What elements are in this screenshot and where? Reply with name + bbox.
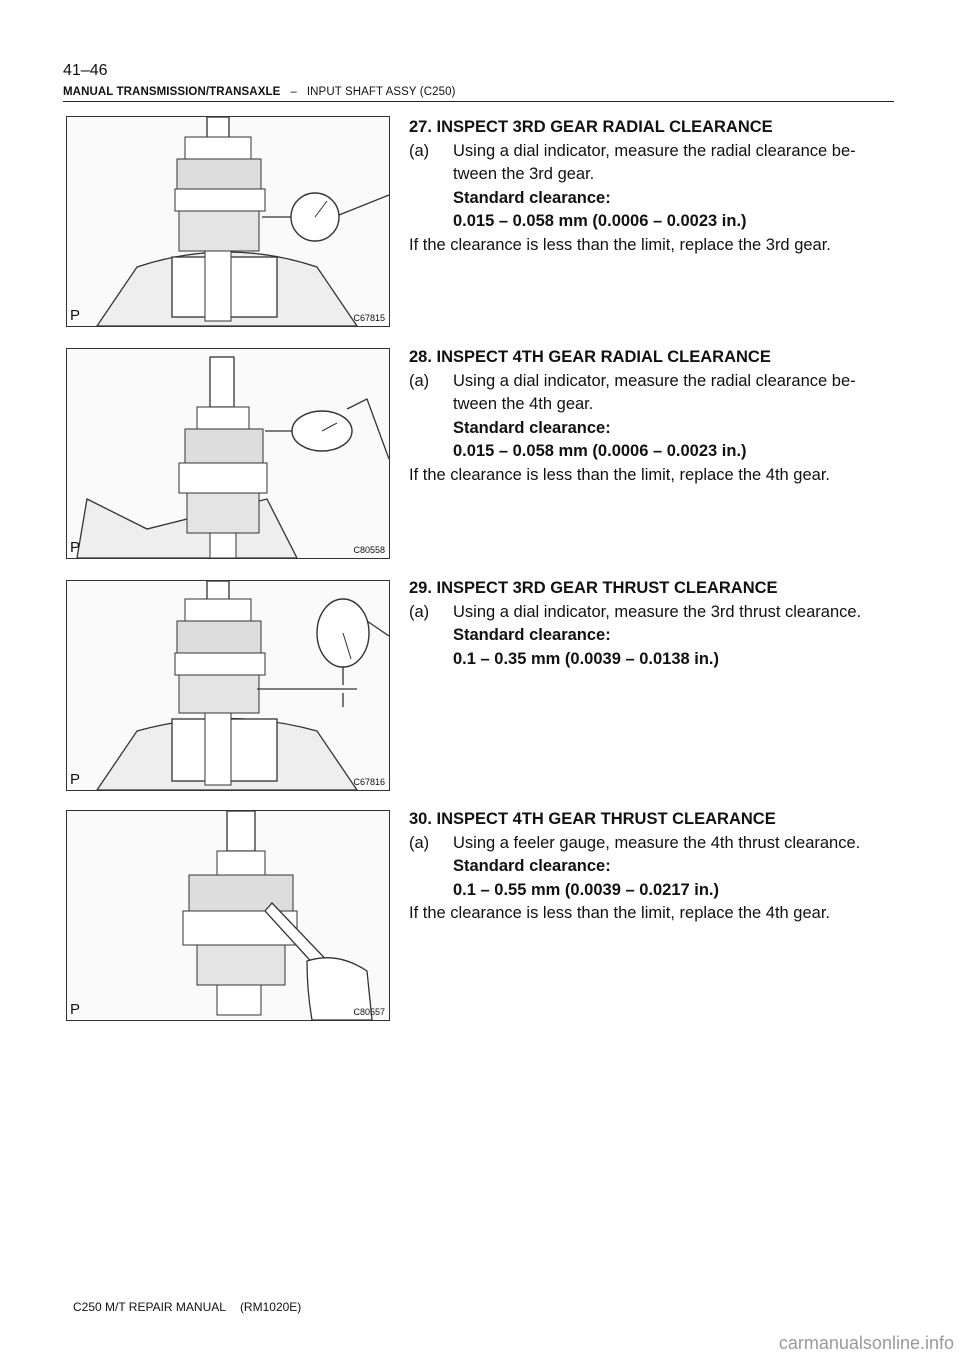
header-separator: –: [290, 86, 297, 98]
step-label: (a): [409, 833, 430, 852]
footer: [73, 1300, 301, 1314]
spec-value: 0.015 – 0.058 mm (0.0006 – 0.0023 in.): [453, 212, 747, 230]
footer-code: (RM1020E): [239, 1300, 302, 1314]
header-section: MANUAL TRANSMISSION/TRANSAXLE: [63, 86, 281, 98]
page-number: 41–46: [63, 62, 108, 79]
figure-4th-radial: [66, 348, 390, 559]
spec-label: Standard clearance:: [453, 857, 611, 875]
section-27: [409, 116, 899, 257]
figure-3rd-radial: [66, 116, 390, 327]
spec-label: Standard clearance:: [453, 188, 611, 207]
figure-p-mark: P: [70, 1001, 81, 1018]
figure-id: C80558: [353, 545, 385, 555]
header-subsection: INPUT SHAFT ASSY (C250): [306, 86, 456, 98]
spec-value: 0.1 – 0.55 mm (0.0039 – 0.0217 in.): [453, 880, 720, 899]
section-heading: 30. INSPECT 4TH GEAR THRUST CLEARANCE: [409, 810, 776, 828]
step-a: [409, 601, 899, 625]
watermark[interactable]: carmanualsonline.info: [778, 1333, 954, 1353]
dial-indicator-illustration: [67, 117, 389, 326]
section-heading: 28. INSPECT 4TH GEAR RADIAL CLEARANCE: [409, 348, 771, 366]
figure-p-mark: P: [70, 307, 81, 324]
step-text: Using a feeler gauge, measure the 4th thrust clearance.: [453, 833, 861, 852]
figure-3rd-thrust: [66, 580, 390, 791]
section-29: [409, 577, 899, 671]
footer-manual: C250 M/T REPAIR MANUAL: [73, 1300, 226, 1314]
section-heading: 29. INSPECT 3RD GEAR THRUST CLEARANCE: [409, 579, 778, 597]
step-text: Using a dial indicator, measure the 3rd thrust clearance.: [453, 602, 862, 621]
note: If the clearance is less than the limit, replace the 3rd gear.: [409, 235, 831, 254]
figure-p-mark: P: [70, 771, 81, 788]
figure-4th-thrust: [66, 810, 390, 1021]
spec-value: 0.1 – 0.35 mm (0.0039 – 0.0138 in.): [453, 649, 720, 668]
step-text-continued: tween the 3rd gear.: [453, 165, 595, 183]
section-28: [409, 346, 899, 487]
step-text: Using a dial indicator, measure the radial clearance be-: [453, 141, 856, 160]
step-label: (a): [409, 141, 430, 160]
figure-id: C67815: [353, 313, 385, 323]
figure-p-mark: P: [70, 539, 81, 556]
figure-id: C80557: [353, 1007, 385, 1017]
section-heading: 27. INSPECT 3RD GEAR RADIAL CLEARANCE: [409, 118, 773, 136]
spec-value: 0.015 – 0.058 mm (0.0006 – 0.0023 in.): [453, 442, 747, 460]
step-a: [409, 140, 899, 164]
step-label: (a): [409, 602, 430, 621]
step-a: [409, 832, 899, 856]
spec-label: Standard clearance:: [453, 626, 611, 644]
feeler-gauge-illustration: [67, 811, 389, 1020]
dial-indicator-illustration: [67, 349, 389, 558]
step-text-continued: tween the 4th gear.: [453, 395, 594, 413]
figure-id: C67816: [353, 777, 385, 787]
note: If the clearance is less than the limit, replace the 4th gear.: [409, 904, 830, 922]
step-text: Using a dial indicator, measure the radial clearance be-: [453, 371, 856, 390]
section-30: [409, 808, 899, 926]
step-a: [409, 370, 899, 394]
note: If the clearance is less than the limit, replace the 4th gear.: [409, 465, 830, 484]
dial-indicator-illustration: [67, 581, 389, 790]
spec-label: Standard clearance:: [453, 418, 611, 437]
header-rule: [63, 101, 894, 102]
step-label: (a): [409, 371, 430, 390]
running-header: [63, 86, 456, 98]
